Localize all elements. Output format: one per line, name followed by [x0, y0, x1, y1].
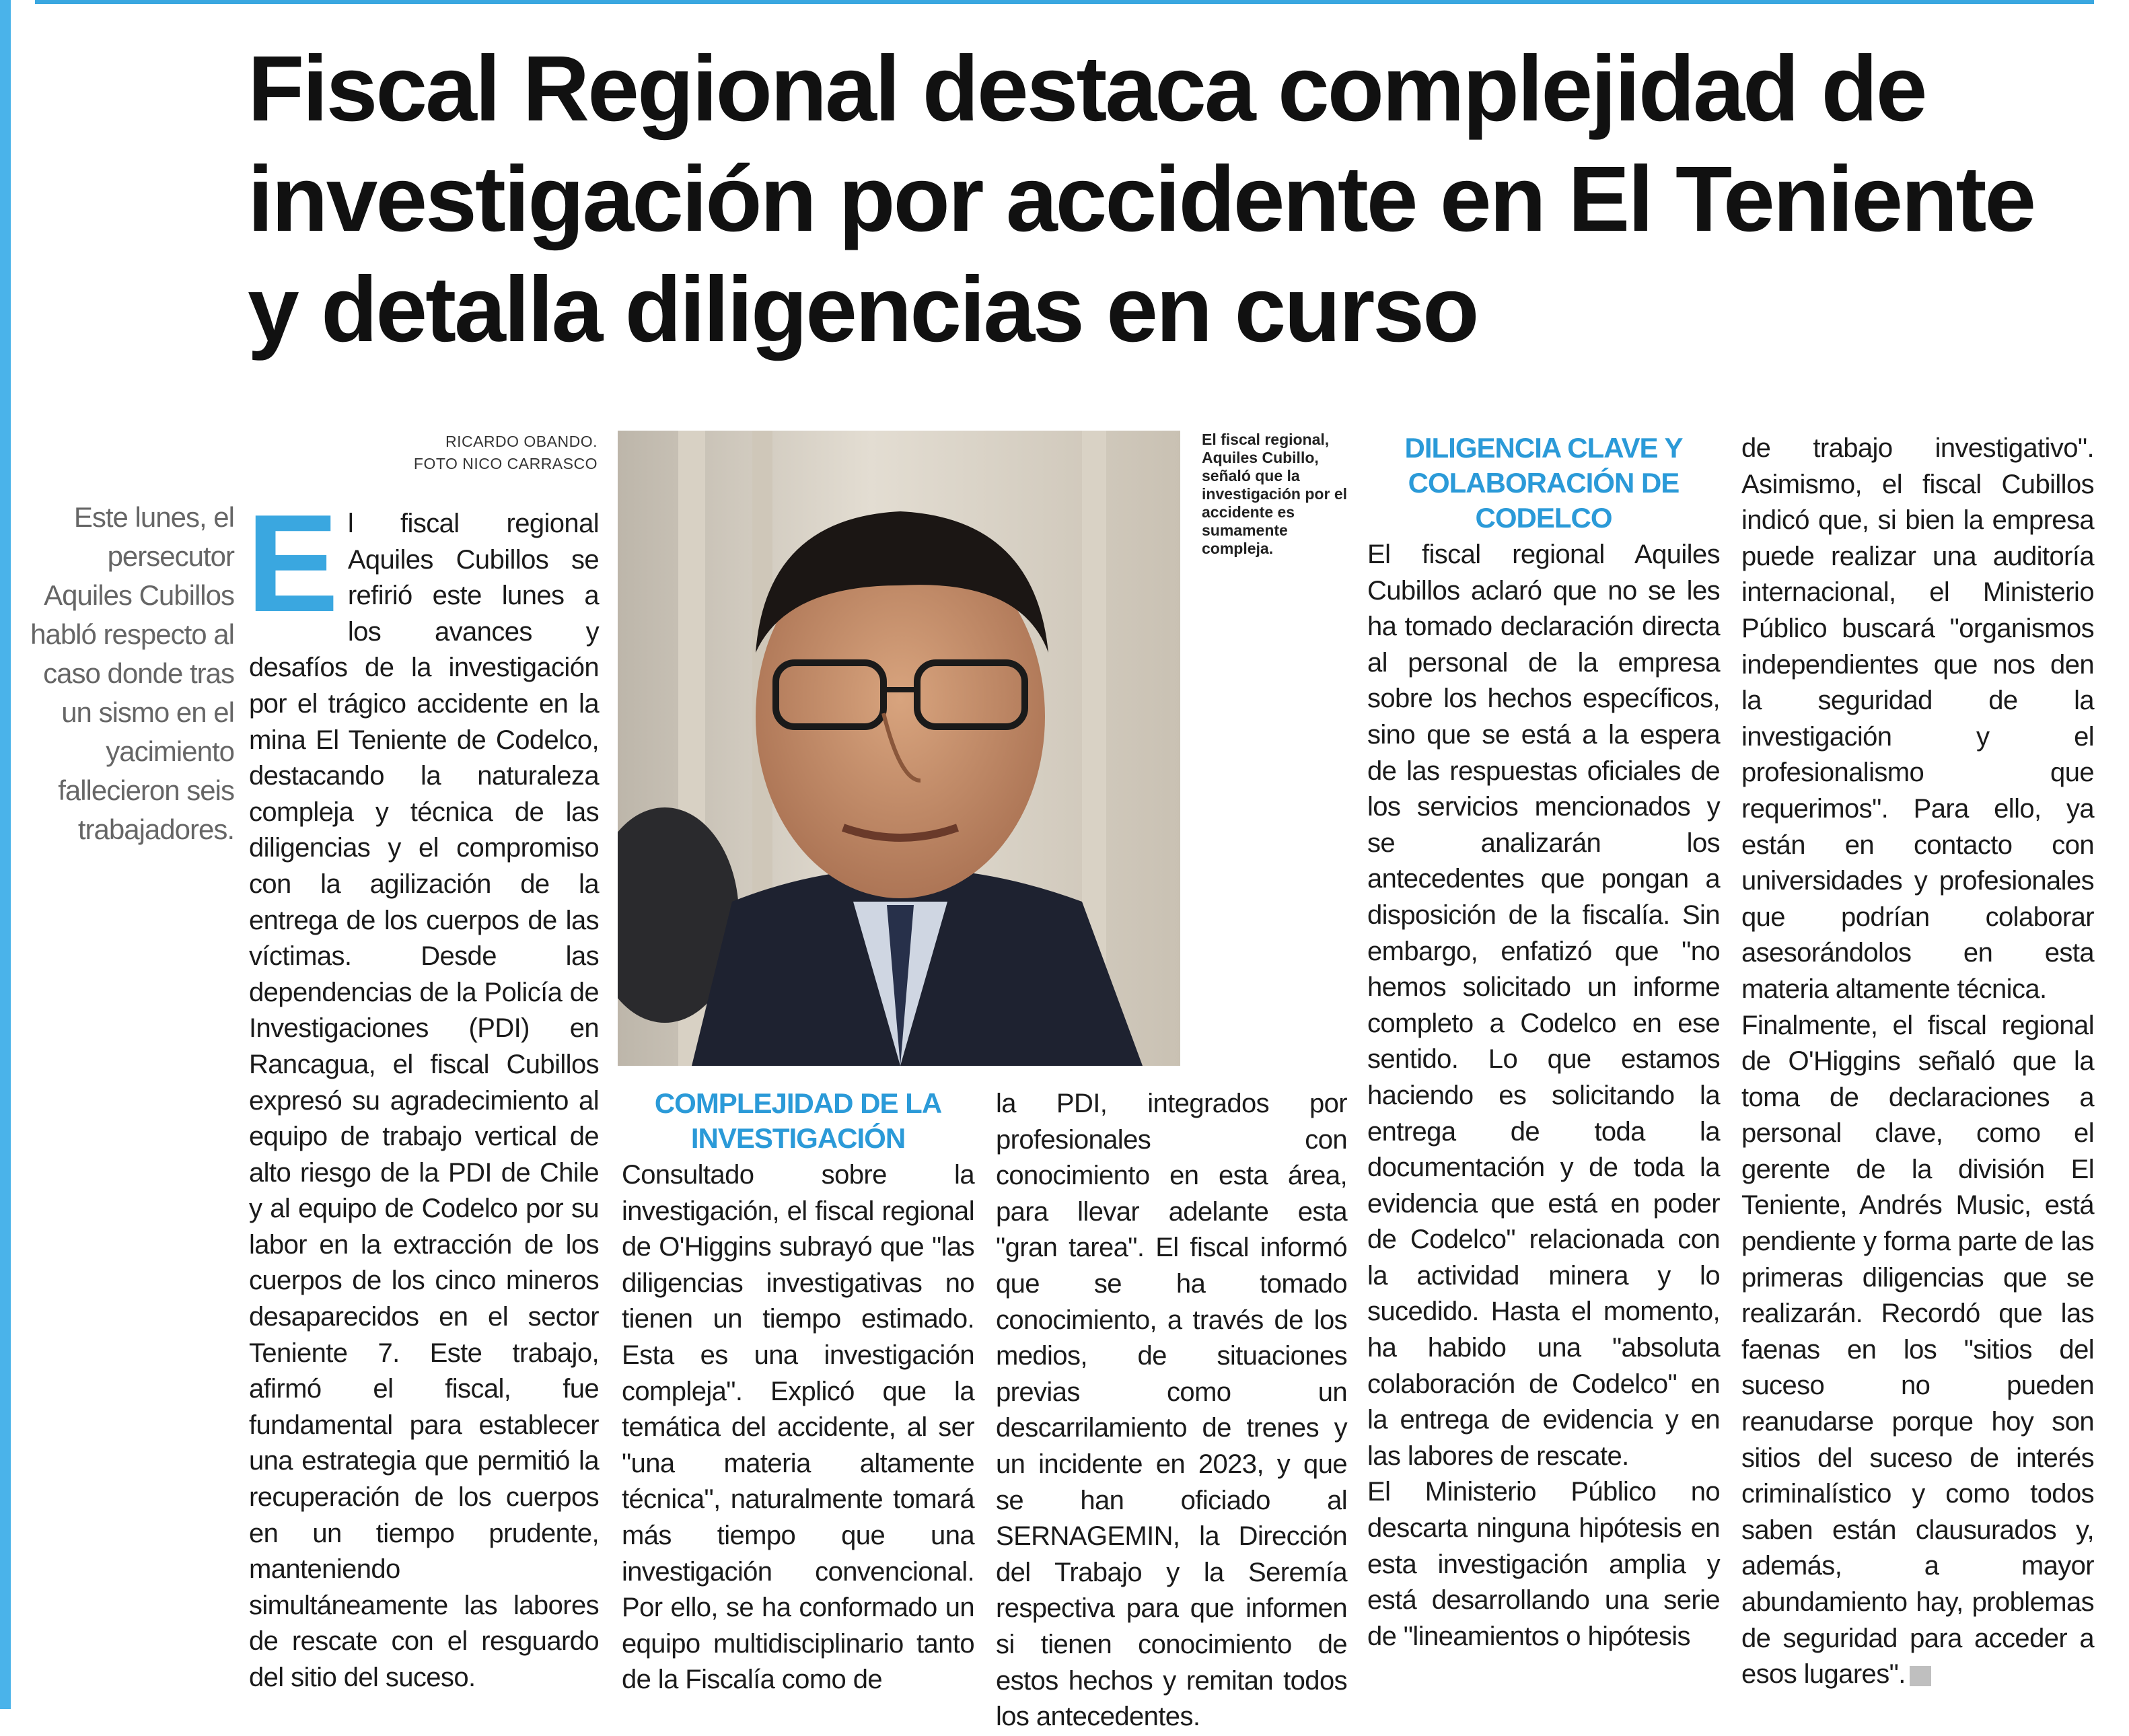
paragraph: de trabajo investigativo". Asimismo, el fiscal Cubillos indicó que, si bien la empresa puede realizar una auditoría internacional, el Ministerio Público buscará "organismos independientes que nos den la seguridad de la investigación y el profesionalismo que requerimos". Para ello, ya están en contacto con universidades y profesionales que podrían colaborar asesorándolos en esta materia altamente técnica.	[1741, 433, 2094, 1004]
drop-cap: E	[246, 486, 338, 641]
top-rule	[35, 0, 2094, 4]
article-column-2	[622, 1086, 974, 1698]
paragraph	[1741, 1008, 2094, 1693]
paragraph: la PDI, integrados por profesionales con conocimiento en esta área, para llevar adelante esta "gran tarea". El fiscal informó que se ha tomado conocimiento, a través de los medios, de situaciones previas como un descarrilamiento de trenes y un incidente en 2023, y que se han oficiado al SERNAGEMIN, la Dirección del Trabajo y la Seremía respectiva para que informen si tienen conocimiento de estos hechos y remitan todos los antecedentes.	[996, 1089, 1347, 1732]
article-column-3	[996, 1086, 1347, 1735]
left-accent-bar	[0, 0, 11, 1709]
subhead-diligencia: DILIGENCIA CLAVE Y COLABORACIÓN DE CODELCO	[1404, 432, 1683, 534]
paragraph: El Ministerio Público no descarta ninguna hipótesis en esta investigación amplia y está desarrollando una serie de "lineamientos o hipótesis	[1367, 1477, 1720, 1651]
article-column-4	[1367, 431, 1720, 1655]
photo-credit: FOTO NICO CARRASCO	[413, 455, 598, 472]
final-paragraph-text: Finalmente, el fiscal regional de O'Higgins señaló que la toma de declaraciones a personal clave, como el gerente de la división El Teniente, Andrés Music, está pendiente y forma parte de las primeras diligencias que se realizarán. Recordó que las faenas en los "sitios del suceso no pueden reanudarse porque hoy son sitios del suceso de interés criminalístico y como todos saben están clausurados y, además, a mayor abundamiento hay, problemas de seguridad para acceder a esos lugares".	[1741, 1010, 2094, 1690]
paragraph: El fiscal regional Aquiles Cubillos aclaró que no se les ha tomado declaración directa al personal de la empresa sobre los hechos específicos, sino que se está a la espera de las respuestas oficiales de los servicios mencionados y se analizarán los antecedentes que pongan a disposición de la fiscalía. Sin embargo, enfatizó que "no hemos solicitado un informe completo a Codelco en ese sentido. Lo que estamos haciendo es solicitando la entrega de toda la documentación y de toda la evidencia que está en poder de Codelco" relacionada con la actividad minera y lo sucedido. Hasta el momento, ha habido una "absoluta colaboración de Codelco" en la entrega de evidencia y en las labores de rescate.	[1367, 540, 1720, 1471]
photo-caption: El fiscal regional, Aquiles Cubillo, señaló que la investigación por el accidente es sumamente compleja.	[1202, 431, 1347, 557]
fiscal-portrait-photo	[618, 431, 1180, 1066]
end-of-article-icon	[1910, 1666, 1931, 1686]
author-credit: RICARDO OBANDO.	[445, 433, 598, 450]
subhead-complejidad: COMPLEJIDAD DE LA INVESTIGACIÓN	[654, 1087, 942, 1154]
article-column-5	[1741, 431, 2094, 1693]
headline: Fiscal Regional destaca complejidad de investigación por accidente en El Teniente y detalla diligencias en curso	[248, 37, 2035, 361]
paragraph: l fiscal regional Aquiles Cubillos se refirió este lunes a los avances y desafíos de la investigación por el trágico accidente en la mina El Teniente de Codelco, destacando la naturaleza compleja y técnica de las diligencias y el compromiso con la agilización de la entrega de los cuerpos de las víctimas. Desde las dependencias de la Policía de Investigaciones (PDI) en Rancagua, el fiscal Cubillos expresó su agradecimiento al equipo de trabajo vertical de alto riesgo de la PDI de Chile y al equipo de Codelco por su labor en la extracción de los cuerpos de los cinco mineros desaparecidos en el sector Teniente 7. Este trabajo, afirmó el fiscal, fue fundamental para establecer una estrategia que permitió la recuperación de los cuerpos en un tiempo prudente, manteniendo simultáneamente las labores de rescate con el resguardo del sitio del suceso.	[249, 509, 599, 1692]
paragraph: Consultado sobre la investigación, el fiscal regional de O'Higgins subrayó que "las diligencias investigativas no tienen un tiempo estimado. Esta es una investigación compleja". Explicó que la temática del accidente, al ser "una materia altamente técnica", naturalmente tomará más tiempo que una investigación convencional. Por ello, se ha conformado un equipo multidisciplinario tanto de la Fiscalía como de	[622, 1160, 974, 1695]
lead-summary: Este lunes, el persecutor Aquiles Cubillos habló respecto al caso donde tras un sismo en el yacimiento fallecieron seis trabajadores.	[30, 501, 234, 845]
byline	[350, 431, 598, 475]
article-column-1	[246, 486, 599, 1696]
